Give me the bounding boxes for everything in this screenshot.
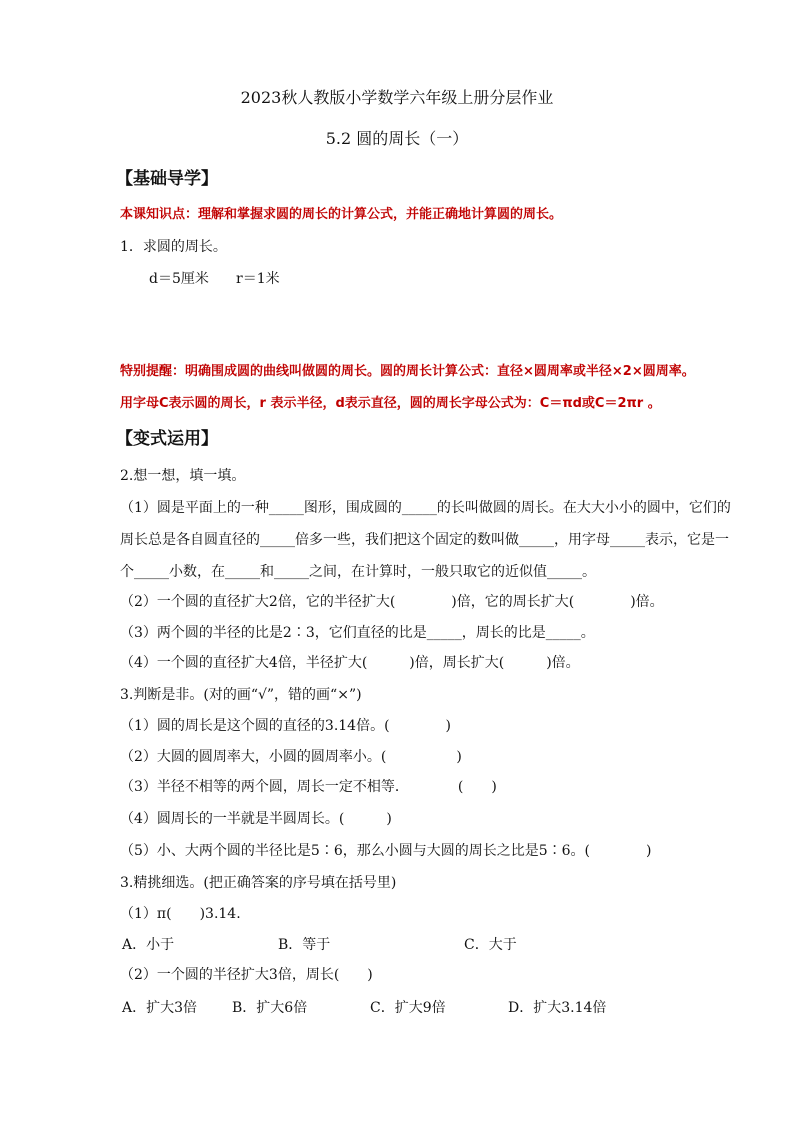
question-3-5: （5）小、大两个圆的半径比是5∶6，那么小圆与大圆的周长之比是5∶6。( ) [120, 843, 652, 859]
question-4-1: （1）π( )3.14. [120, 906, 241, 922]
question-3-2: （2）大圆的圆周率大，小圆的圆周率小。( ) [120, 749, 462, 765]
question-1-diameter: d＝5厘米 [149, 271, 209, 287]
question-3-3: （3）半径不相等的两个圆，周长一定不相等． ( ) [120, 779, 497, 795]
question-2-1-line-3: 个_____小数，在_____和_____之间，在计算时，一般只取它的近似值_____。 [120, 564, 596, 580]
question-4-1-option-c: C．大于 [464, 937, 517, 953]
question-4-2: （2）一个圆的半径扩大3倍，周长( ) [120, 967, 373, 983]
question-3-4: （4）圆周长的一半就是半圆周长。( ) [120, 811, 392, 827]
question-3-1: （1）圆的周长是这个圆的直径的3.14倍。( ) [120, 718, 452, 734]
question-2-title: 2.想一想，填一填。 [120, 468, 246, 484]
page-subtitle: 5.2 圆的周长（一） [325, 129, 469, 148]
question-3-title: 3.判断是非。(对的画“√”，错的画“×”) [120, 687, 362, 703]
question-4-title: 3.精挑细选。(把正确答案的序号填在括号里) [120, 875, 397, 891]
question-4-1-option-b: B．等于 [278, 937, 331, 953]
section-basic-heading: 【基础导学】 [116, 169, 218, 189]
special-reminder-line-1: 特别提醒：明确围成圆的曲线叫做圆的周长。圆的周长计算公式：直径×圆周率或半径×2×圆周率。 [120, 364, 695, 379]
page-title: 2023秋人教版小学数学六年级上册分层作业 [240, 88, 554, 107]
question-2-1-line-1: （1）圆是平面上的一种_____图形，围成圆的_____的长叫做圆的周长。在大大小小的圆中，它们的 [120, 500, 731, 516]
question-4-2-option-a: A．扩大3倍 [122, 1000, 198, 1016]
knowledge-point: 本课知识点：理解和掌握求圆的周长的计算公式，并能正确地计算圆的周长。 [120, 207, 563, 222]
question-1-radius: r＝1米 [236, 271, 280, 287]
question-2-4: （4）一个圆的直径扩大4倍，半径扩大( )倍，周长扩大( )倍。 [120, 655, 580, 671]
special-reminder-line-2: 用字母C表示圆的周长，r 表示半径，d表示直径，圆的周长字母公式为：C＝πd或C＝2πr 。 [120, 396, 661, 411]
question-2-3: （3）两个圆的半径的比是2∶3，它们直径的比是_____，周长的比是_____。 [120, 625, 595, 641]
question-4-1-option-a: A．小于 [122, 937, 175, 953]
question-2-2: （2）一个圆的直径扩大2倍，它的半径扩大( )倍，它的周长扩大( )倍。 [120, 594, 664, 610]
question-1-title: 1．求圆的周长。 [120, 239, 227, 255]
question-4-2-option-d: D．扩大3.14倍 [508, 1000, 607, 1016]
question-2-1-line-2: 周长总是各自圆直径的_____倍多一些，我们把这个固定的数叫做_____，用字母_____表示，它是一 [120, 532, 729, 548]
question-4-2-option-c: C．扩大9倍 [370, 1000, 446, 1016]
question-4-2-option-b: B．扩大6倍 [232, 1000, 308, 1016]
section-apply-heading: 【变式运用】 [116, 429, 218, 449]
